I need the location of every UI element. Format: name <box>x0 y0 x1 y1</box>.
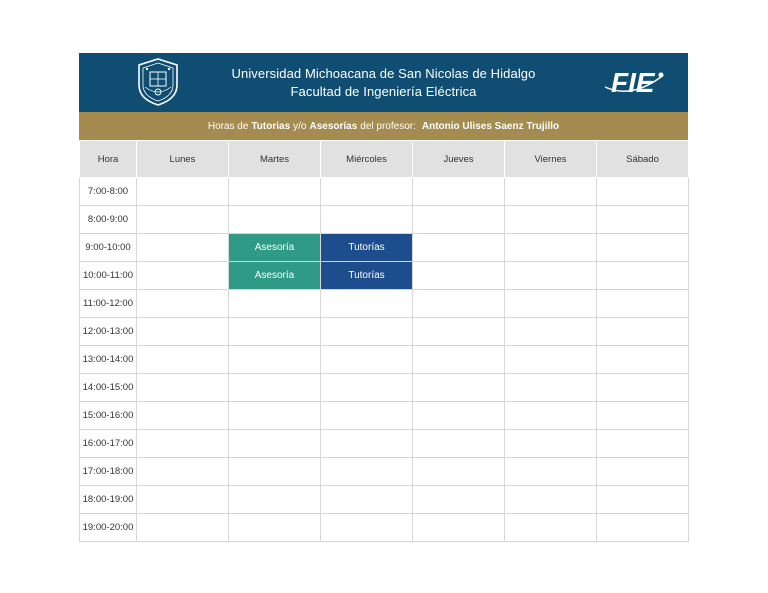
table-row <box>80 206 689 234</box>
hour-cell: 19:00-20:00 <box>80 514 137 542</box>
schedule-cell <box>137 374 229 402</box>
schedule-cell <box>505 234 597 262</box>
hour-cell: 14:00-15:00 <box>80 374 137 402</box>
schedule-table <box>79 140 689 542</box>
subheader-asesorias: Asesorías <box>309 120 358 132</box>
schedule-cell <box>229 430 321 458</box>
schedule-cell <box>505 514 597 542</box>
schedule-cell <box>505 402 597 430</box>
schedule-cell <box>229 206 321 234</box>
schedule-cell <box>597 486 689 514</box>
hour-cell: 18:00-19:00 <box>80 486 137 514</box>
schedule-cell <box>137 514 229 542</box>
schedule-cell <box>321 178 413 206</box>
schedule-cell <box>137 402 229 430</box>
schedule-cell: Tutorías <box>321 234 413 262</box>
schedule-cell <box>137 234 229 262</box>
schedule-cell: Tutorías <box>321 262 413 290</box>
schedule-cell <box>229 318 321 346</box>
schedule-cell <box>413 178 505 206</box>
column-header-martes: Martes <box>229 141 321 178</box>
hour-cell: 7:00-8:00 <box>80 178 137 206</box>
schedule-cell <box>505 430 597 458</box>
schedule-cell <box>321 206 413 234</box>
schedule-cell <box>321 458 413 486</box>
schedule-cell <box>321 486 413 514</box>
schedule-cell <box>413 346 505 374</box>
schedule-cell <box>597 402 689 430</box>
schedule-cell <box>229 290 321 318</box>
table-row <box>80 234 689 262</box>
schedule-cell <box>413 514 505 542</box>
schedule-cell: Asesoría <box>229 262 321 290</box>
schedule-cell <box>321 374 413 402</box>
professor-bar <box>79 112 688 140</box>
table-row <box>80 262 689 290</box>
schedule-cell <box>229 374 321 402</box>
subheader-conj: y/o <box>293 120 307 132</box>
subheader-prefix: Horas de <box>207 120 249 132</box>
schedule-cell <box>597 206 689 234</box>
schedule-cell <box>321 402 413 430</box>
table-row <box>80 486 689 514</box>
subheader-tutorias: Tutorias <box>251 120 291 132</box>
schedule-cell <box>229 458 321 486</box>
schedule-cell <box>413 458 505 486</box>
schedule-cell <box>137 346 229 374</box>
header-banner <box>79 53 688 112</box>
schedule-cell <box>597 318 689 346</box>
schedule-sheet <box>79 53 688 542</box>
table-row <box>80 374 689 402</box>
schedule-cell <box>505 262 597 290</box>
faculty-name: Facultad de Ingeniería Eléctrica <box>290 84 477 99</box>
hour-cell: 17:00-18:00 <box>80 458 137 486</box>
schedule-cell <box>229 346 321 374</box>
schedule-cell <box>505 206 597 234</box>
schedule-cell <box>137 458 229 486</box>
hour-cell: 10:00-11:00 <box>80 262 137 290</box>
schedule-cell <box>229 178 321 206</box>
fie-logo-icon <box>601 61 667 101</box>
schedule-cell <box>137 486 229 514</box>
schedule-cell <box>137 318 229 346</box>
header-titles <box>79 65 688 101</box>
hour-cell: 16:00-17:00 <box>80 430 137 458</box>
schedule-cell <box>137 290 229 318</box>
schedule-cell <box>137 178 229 206</box>
schedule-cell <box>229 402 321 430</box>
subheader-middle: del profesor: <box>360 120 416 132</box>
header-row <box>80 141 689 178</box>
hour-cell: 13:00-14:00 <box>80 346 137 374</box>
fie-logo-text: FIE <box>611 67 655 98</box>
schedule-cell <box>413 318 505 346</box>
table-row <box>80 430 689 458</box>
schedule-cell <box>505 458 597 486</box>
table-row <box>80 178 689 206</box>
schedule-cell <box>413 430 505 458</box>
schedule-cell <box>597 234 689 262</box>
schedule-cell <box>505 178 597 206</box>
schedule-cell <box>137 262 229 290</box>
schedule-cell <box>597 290 689 318</box>
schedule-cell <box>505 290 597 318</box>
schedule-cell <box>413 290 505 318</box>
schedule-cell <box>321 346 413 374</box>
schedule-cell <box>229 514 321 542</box>
column-header-viernes: Viernes <box>505 141 597 178</box>
column-header-sabado: Sábado <box>597 141 689 178</box>
schedule-cell <box>597 374 689 402</box>
schedule-cell <box>505 486 597 514</box>
column-header-jueves: Jueves <box>413 141 505 178</box>
schedule-cell <box>505 346 597 374</box>
schedule-cell <box>597 262 689 290</box>
schedule-cell <box>597 346 689 374</box>
column-header-miercoles: Miércoles <box>321 141 413 178</box>
schedule-cell <box>229 486 321 514</box>
schedule-cell <box>413 402 505 430</box>
schedule-cell <box>413 206 505 234</box>
professor-name: Antonio Ulises Saenz Trujillo <box>421 120 560 132</box>
schedule-cell <box>597 430 689 458</box>
schedule-cell <box>505 318 597 346</box>
schedule-cell <box>321 290 413 318</box>
hour-cell: 8:00-9:00 <box>80 206 137 234</box>
table-row <box>80 402 689 430</box>
schedule-cell <box>321 318 413 346</box>
table-row <box>80 318 689 346</box>
university-name: Universidad Michoacana de San Nicolas de Hidalgo <box>231 66 536 81</box>
schedule-cell <box>505 374 597 402</box>
table-row <box>80 514 689 542</box>
schedule-cell: Asesoría <box>229 234 321 262</box>
schedule-cell <box>321 430 413 458</box>
schedule-cell <box>413 374 505 402</box>
column-header-lunes: Lunes <box>137 141 229 178</box>
hour-cell: 15:00-16:00 <box>80 402 137 430</box>
hour-cell: 11:00-12:00 <box>80 290 137 318</box>
column-header-hora: Hora <box>80 141 137 178</box>
schedule-cell <box>413 234 505 262</box>
table-row <box>80 458 689 486</box>
schedule-cell <box>597 178 689 206</box>
schedule-cell <box>137 430 229 458</box>
schedule-cell <box>321 514 413 542</box>
schedule-body <box>80 178 689 542</box>
table-row <box>80 290 689 318</box>
schedule-cell <box>413 486 505 514</box>
schedule-cell <box>597 458 689 486</box>
table-row <box>80 346 689 374</box>
hour-cell: 9:00-10:00 <box>80 234 137 262</box>
schedule-cell <box>413 262 505 290</box>
schedule-cell <box>597 514 689 542</box>
hour-cell: 12:00-13:00 <box>80 318 137 346</box>
schedule-cell <box>137 206 229 234</box>
